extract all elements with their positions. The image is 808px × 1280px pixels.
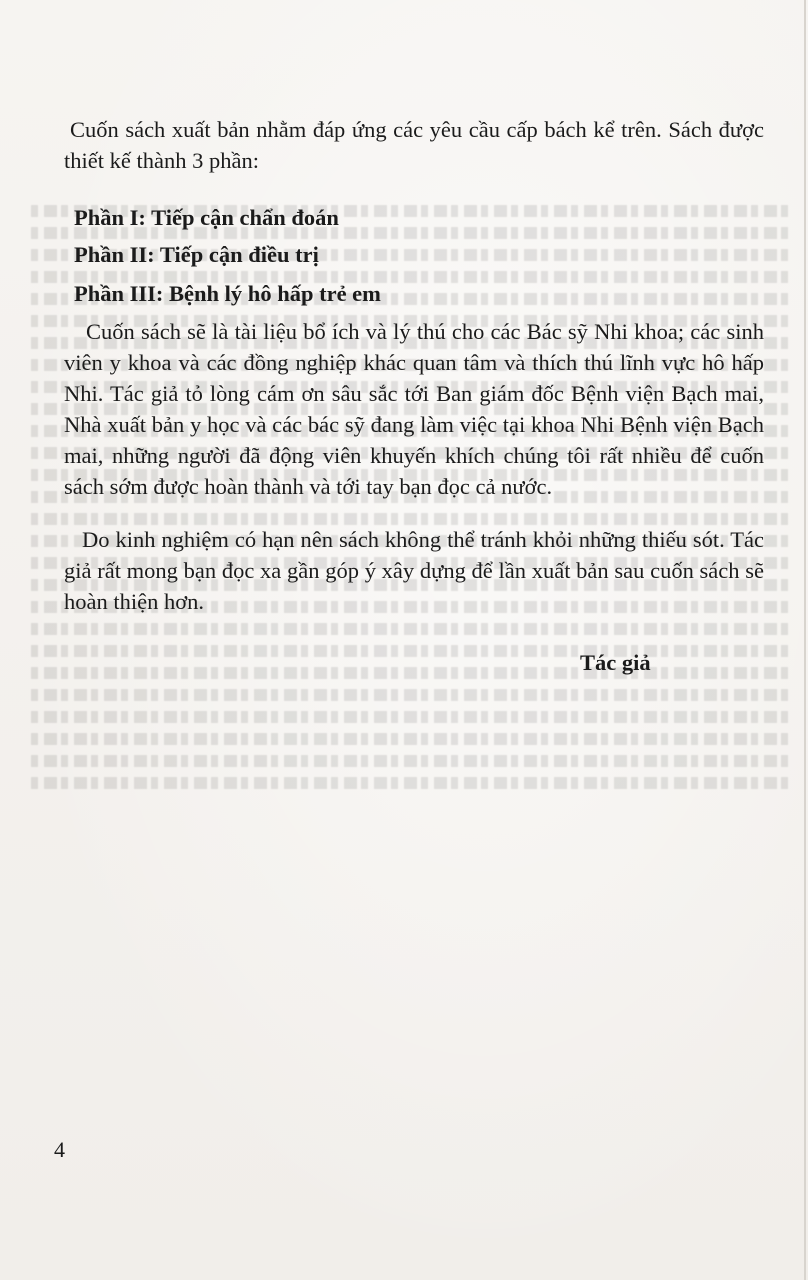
acknowledgment-paragraph: Cuốn sách sẽ là tài liệu bổ ích và lý thú cho các Bác sỹ Nhi khoa; các sinh viên y khoa và các đồng nghiệp khác quan tâm và thích thú lĩnh vực hô hấp Nhi. Tác giả tỏ lòng cám ơn sâu sắc tới Ban giám đốc Bệnh viện Bạch mai, Nhà xuất bản y học và các bác sỹ đang làm việc tại khoa Nhi Bệnh viện Bạch mai, những người đã động viên khuyến khích chúng tôi rất nhiều để cuốn sách sớm được hoàn thành và tới tay bạn đọc cả nước. <box>64 319 764 499</box>
part-two-heading: Phần II: Tiếp cận điều trị <box>74 242 319 267</box>
apology-paragraph: Do kinh nghiệm có hạn nên sách không thể tránh khỏi những thiếu sót. Tác giả rất mong bạn đọc xa gần góp ý xây dựng để lần xuất bản sau cuốn sách sẽ hoàn thiện hơn. <box>64 527 764 614</box>
part-one-heading: Phần I: Tiếp cận chẩn đoán <box>74 205 339 230</box>
page-edge <box>804 0 806 1280</box>
page-number: 4 <box>54 1137 65 1162</box>
author-signature: Tác giả <box>580 650 651 675</box>
page-body <box>64 114 764 617</box>
intro-paragraph: Cuốn sách xuất bản nhằm đáp ứng các yêu cầu cấp bách kể trên. Sách được thiết kế thành 3 phần: <box>64 117 764 173</box>
part-three-heading: Phần III: Bệnh lý hô hấp trẻ em <box>74 281 381 306</box>
